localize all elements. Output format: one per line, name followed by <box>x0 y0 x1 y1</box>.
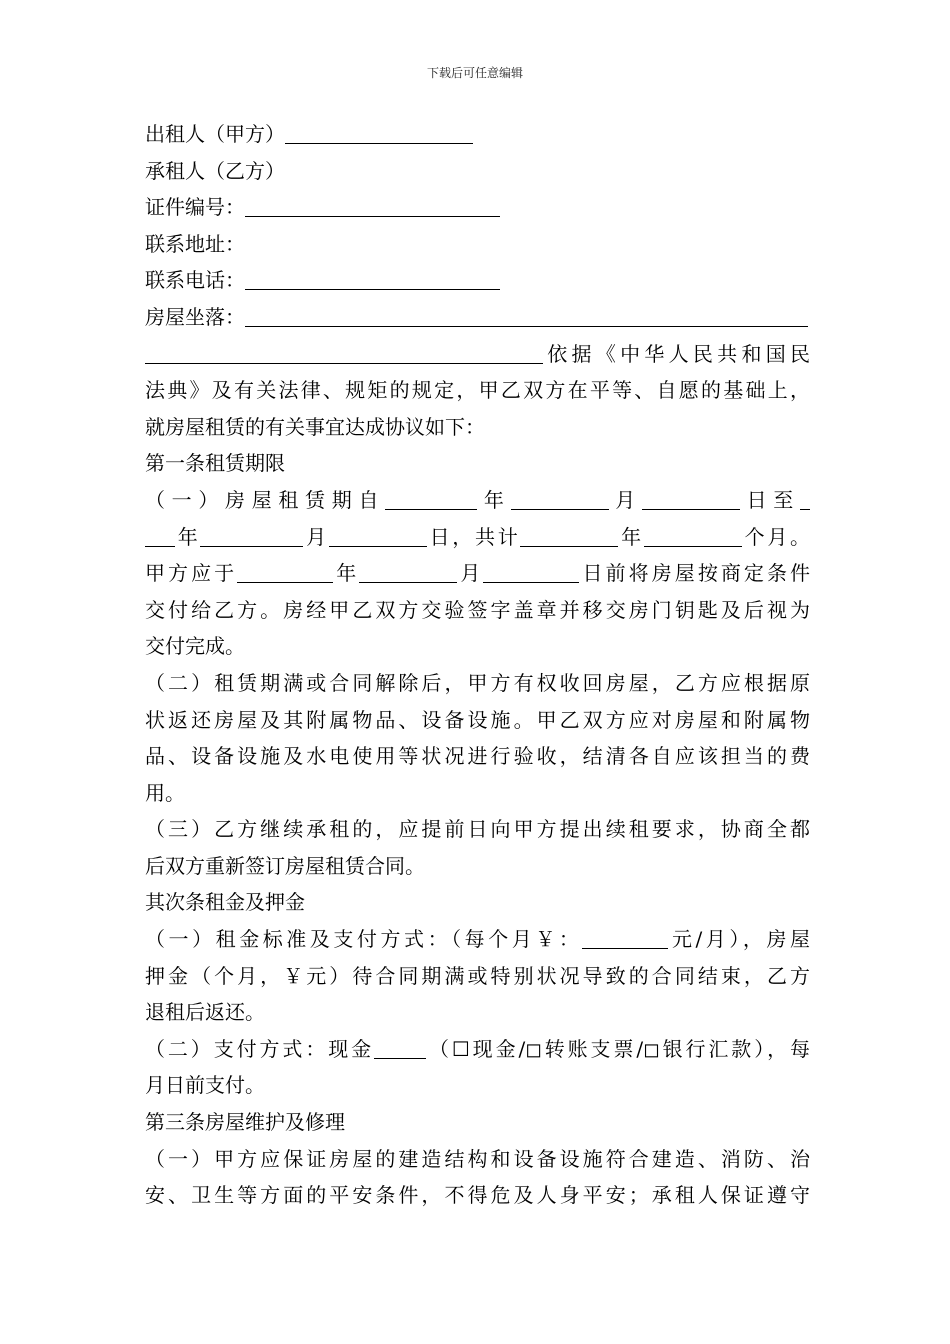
line-text: 后双方重新签订房屋租赁合同。 <box>145 853 425 878</box>
text-line <box>145 775 810 812</box>
text-line <box>145 665 810 702</box>
line-text: 押金（个月，￥元）待合同期满或特别状况导致的合同结束，乙方 <box>145 963 810 988</box>
text-line <box>145 1141 810 1178</box>
line-text: 月 <box>608 487 642 512</box>
line-text: 元/月），房屋 <box>668 927 810 952</box>
line-text: 证件编号： <box>145 195 245 220</box>
line-text: 年 <box>175 524 201 549</box>
text-line <box>145 738 810 775</box>
blank-underline[interactable] <box>145 343 543 364</box>
blank-underline[interactable] <box>237 562 333 583</box>
line-text: 退租后返还。 <box>145 1000 265 1025</box>
blank-underline[interactable] <box>644 526 742 547</box>
text-line <box>145 153 810 190</box>
blank-underline[interactable] <box>582 928 668 949</box>
blank-underline[interactable] <box>800 489 810 510</box>
contract-body <box>145 116 810 1214</box>
blank-underline[interactable] <box>145 526 175 547</box>
line-text: 第三条房屋维护及修理 <box>145 1110 345 1135</box>
text-line <box>145 482 810 519</box>
text-line <box>145 226 810 263</box>
text-line <box>145 592 810 629</box>
line-text: 日前将房屋按商定条件 <box>579 561 810 586</box>
blank-underline[interactable] <box>285 123 473 144</box>
text-line <box>145 958 810 995</box>
line-text: （二）租赁期满或合同解除后，甲方有权收回房屋，乙方应根据原 <box>145 670 810 695</box>
line-text: 法典》及有关法律、规矩的规定，甲乙双方在平等、自愿的基础上， <box>145 378 810 403</box>
line-text: 状返还房屋及其附属物品、设备设施。甲乙双方应对房屋和附属物 <box>145 707 810 732</box>
blank-underline[interactable] <box>642 489 740 510</box>
text-line <box>145 555 810 592</box>
text-line <box>145 884 810 921</box>
blank-underline[interactable] <box>483 562 579 583</box>
line-text: 交付完成。 <box>145 634 245 659</box>
text-line <box>145 921 810 958</box>
line-text: 日，共计 <box>426 524 521 549</box>
text-line <box>145 848 810 885</box>
line-text: 月日前支付。 <box>145 1073 265 1098</box>
line-text: （一）甲方应保证房屋的建造结构和设备设施符合建造、消防、治 <box>145 1146 810 1171</box>
line-text: 第一条租赁期限 <box>145 451 285 476</box>
line-text: 联系地址： <box>145 231 245 256</box>
blank-underline[interactable] <box>520 526 618 547</box>
line-text: 安、卫生等方面的平安条件，不得危及人身平安；承租人保证遵守 <box>145 1183 810 1208</box>
blank-underline[interactable] <box>200 526 303 547</box>
text-line <box>145 994 810 1031</box>
text-line <box>145 116 810 153</box>
line-text: 就房屋租赁的有关事宜达成协议如下： <box>145 414 485 439</box>
line-text: （☐现金/◻转账支票/◻银行汇款），每 <box>426 1036 810 1061</box>
text-line <box>145 628 810 665</box>
text-line <box>145 519 810 556</box>
blank-underline[interactable] <box>245 196 500 217</box>
line-text: 品、设备设施及水电使用等状况进行验收，结清各自应该担当的费 <box>145 744 810 769</box>
text-line <box>145 702 810 739</box>
text-line <box>145 189 810 226</box>
blank-underline[interactable] <box>245 306 808 327</box>
text-line <box>145 299 810 336</box>
text-line <box>145 262 810 299</box>
text-line <box>145 372 810 409</box>
text-line <box>145 1177 810 1214</box>
text-line <box>145 336 810 373</box>
blank-underline[interactable] <box>359 562 457 583</box>
line-text: 交付给乙方。房经甲乙双方交验签字盖章并移交房门钥匙及后视为 <box>145 597 810 622</box>
line-text: 甲方应于 <box>145 561 238 586</box>
line-text: 其次条租金及押金 <box>145 890 305 915</box>
line-text: 承租人（乙方） <box>145 158 285 183</box>
text-line <box>145 445 810 482</box>
line-text: 依据《中华人民共和国民 <box>543 341 810 366</box>
line-text: 年 <box>618 524 644 549</box>
text-line <box>145 1031 810 1068</box>
line-text: 房屋坐落： <box>145 304 245 329</box>
blank-underline[interactable] <box>245 269 500 290</box>
line-text: 用。 <box>145 780 185 805</box>
text-line <box>145 811 810 848</box>
line-text: 年 <box>333 561 360 586</box>
line-text: （二）支付方式：现金 <box>145 1036 375 1061</box>
blank-underline[interactable] <box>385 489 477 510</box>
line-text: 个月。 <box>741 524 810 549</box>
line-text: 出租人（甲方） <box>145 122 285 146</box>
text-line <box>145 1067 810 1104</box>
line-text: 月 <box>457 561 484 586</box>
text-line <box>145 409 810 446</box>
line-text: 年 <box>477 487 511 512</box>
line-text: 联系电话： <box>145 268 245 293</box>
line-text: 日至 <box>739 487 800 512</box>
text-line <box>145 1104 810 1141</box>
line-text: 月 <box>303 524 329 549</box>
blank-underline[interactable] <box>329 526 427 547</box>
page-header: 下载后可任意编辑 <box>426 66 523 80</box>
blank-underline[interactable] <box>511 489 609 510</box>
line-text: （一）租金标准及支付方式：（每个月￥： <box>145 927 583 952</box>
line-text: （一）房屋租赁期自 <box>145 487 386 512</box>
line-text: （三）乙方继续承租的，应提前日向甲方提出续租要求，协商全都 <box>145 817 810 842</box>
blank-underline[interactable] <box>374 1038 426 1059</box>
